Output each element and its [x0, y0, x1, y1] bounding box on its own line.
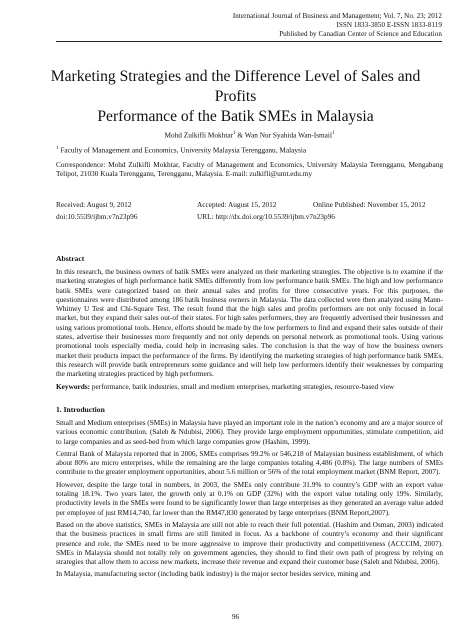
title-line-2: Performance of the Batik SMEs in Malaysia	[97, 108, 374, 125]
keywords-text: performance, batik industries, small and medium enterprises, marketing strategies, resource-based view	[90, 382, 395, 391]
intro-paragraph: Based on the above statistics, SMEs in Malaysia are still not able to reach their full potential. (Hashim and Osman, 2003) indicated that the business practices in small firms are still limited in focus. As a backbone of country’s economy and their significant presence and role, the SMEs need to be more aggressive to improve their productivity and competitiveness (ACCCIM, 2007). SMEs in Malaysia should not totally rely on government agencies, they should to find their own path of progress by relying on strategies that allow them to access new markets, increase their revenue and expand their customer base (Saleh and Ndubisi, 2006).	[56, 519, 443, 567]
correspondence: Correspondence: Mohd Zulkifli Mokhtar, Faculty of Management and Economics, University Malaysia Terengganu, Mengabang Telipot, 21030 Kuala Terengganu, Terengganu, Malaysia. E-mail: zulkifli@umt.edu.my	[56, 160, 443, 179]
issn-line: ISSN 1833-3850 E-ISSN 1833-8119	[336, 21, 442, 29]
keywords	[56, 382, 443, 391]
received-date: Received: August 9, 2012	[56, 200, 132, 209]
paper-title	[40, 67, 431, 127]
online-date: Online Published: November 15, 2012	[313, 200, 426, 209]
dates-row	[56, 200, 426, 209]
affiliation-text: Faculty of Management and Economics, University Malaysia Terengganu, Malaysia	[58, 145, 307, 155]
intro-paragraph: In Malaysia, manufacturing sector (including batik industry) is the major sector besides service, mining and	[56, 569, 371, 579]
author-1: Mohd Zulkifli Mokhtar	[164, 130, 234, 140]
affiliation	[56, 144, 443, 155]
doi-url[interactable]: URL: http://dx.doi.org/10.5539/ijbm.v7n23p96	[197, 212, 335, 221]
author-1-affil-mark: 1	[233, 131, 236, 136]
author-2: & Wan Nur Syahida Wan-Ismail	[235, 130, 332, 140]
doi[interactable]: doi:10.5539/ijbm.v7n23p96	[56, 212, 138, 221]
authors	[56, 129, 443, 140]
intro-paragraph: Central Bank of Malaysia reported that in 2006, SMEs comprises 99.2% or 546,218 of Malaysian business establishment, of which about 80% are micro enterprises, while the remaining are the large companies totaling 4,486 (0.8%). The large numbers of SMEs contribute to the greater employment opportunities, about 5.6 million or 56% of the total employment market (BNM Report, 2007).	[56, 448, 443, 477]
intro-paragraph: However, despite the large total in numbers, in 2003, the SMEs only contribute 31.9% to country’s GDP with an export value totaling 18.1%. Two years later, the growth only at 0.1% on GDP (32%) with the export value totaling only 19%. Similarly, productivity levels in the SMEs were found to be significantly lower than large enterprises as they generated an average value added per employee of just RM14,740, far lower than the RM47,830 generated by large enterprises (BNM Report,2007).	[56, 479, 443, 517]
section-heading-introduction: 1. Introduction	[56, 405, 105, 414]
publisher-line: Published by Canadian Center of Science and Education	[279, 30, 442, 38]
title-line-1: Marketing Strategies and the Difference Level of Sales and Profits	[50, 68, 421, 105]
header-divider	[56, 41, 442, 42]
affiliation-mark: 1	[56, 146, 59, 151]
intro-paragraph: Small and Medium enterprises (SMEs) in Malaysia have played an important role in the nation’s economy and are a major source of various economic contribution. (Saleh & Ndubisi, 2006). They provide large employment opportunities, stimulate competition, aid to large companies and as seed-bed from which large companies grow (Hashim, 1999).	[56, 418, 443, 446]
doi-row	[56, 212, 335, 221]
page-number: 96	[231, 612, 240, 621]
keywords-label: Keywords:	[56, 382, 91, 391]
abstract-heading: Abstract	[56, 254, 85, 263]
abstract	[56, 267, 443, 379]
introduction	[56, 418, 443, 582]
journal-name: International Journal of Business and Management; Vol. 7, No. 23; 2012	[232, 12, 442, 20]
author-2-affil-mark: 1	[331, 131, 335, 136]
abstract-text: In this research, the business owners of batik SMEs were analyzed on their marketing strategies. The objective is to examine if the marketing strategies of high performance batik SMEs differently from low performance batik SMEs. The high and low performance batik SMEs were categorized based on their annual sales and profits for three consecutive years. For this purposes, the questionnaires were distributed among 186 batik business owners in Malaysia. The data collected were then analyzed using Mann-Whitney U Test and Chi-Square Test. The result found that the high sales and profits performers are not only focused in local market, but they expand their sales out-of their states. For high sales performers, they are frequently advertised their businesses and using various promotional tools. Hence, efforts should be made by the low performers to find and expand their sales outside of their states, advertise their businesses more frequently and not only depends on personal network as promotional tools. Using various promotional tools especially media, could help in increasing sales. The conclusion is that the way of how the business owners market their products impact the performance of the firms. By identifying the marketing strategies of high performance batik SMEs, this research will provide batik entrepreneurs some guidance and will help low performers identify their weaknesses by comparing the marketing strategies practiced by high performers.	[56, 267, 443, 379]
journal-header	[233, 12, 442, 39]
accepted-date: Accepted: August 15, 2012	[197, 200, 277, 209]
